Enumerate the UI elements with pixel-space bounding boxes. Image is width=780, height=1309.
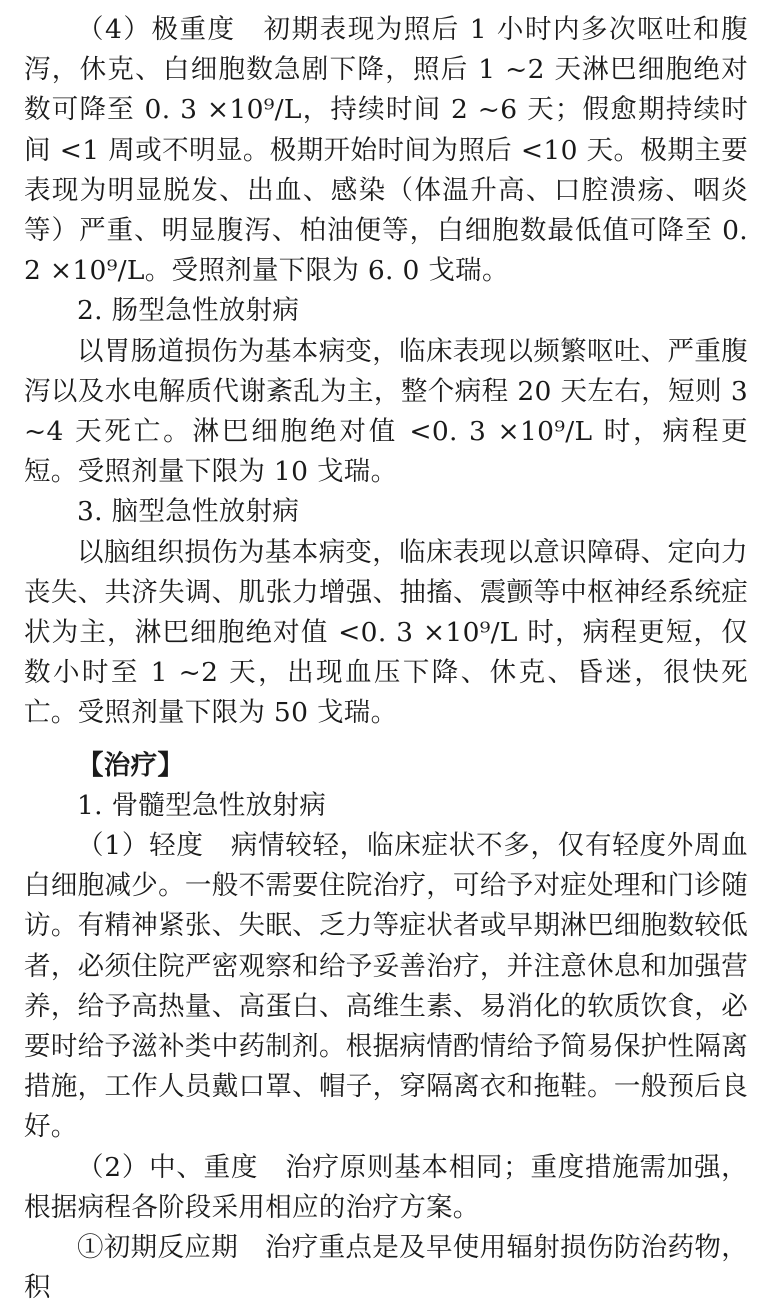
heading-treatment: 【治疗】 bbox=[77, 749, 185, 781]
paragraph-extreme-severe: （4）极重度 初期表现为照后 1 小时内多次呕吐和腹泻，休克、白细胞数急剧下降，照后 1 ~2 天淋巴细胞绝对数可降至 0. 3 ×10⁹/L，持续时间 2 ~6 天；假愈期持续时间 <1 周或不明显。极期开始时间为照后 <10 天。极期主要表现为明显脱发、出血、感染（体温升高、口腔溃疡、咽炎等）严重、明显腹泻、柏油便等，白细胞数最低值可降至 0. 2 ×10⁹/L。受照剂量下限为 6. 0 戈瑞。 bbox=[24, 14, 757, 287]
paragraph-mild: （1）轻度 病情较轻，临床症状不多，仅有轻度外周血白细胞减少。一般不需要住院治疗，可给予对症处理和门诊随访。有精神紧张、失眠、乏力等症状者或早期淋巴细胞数较低者，必须住院严密观察和给予妥善治疗，并注意休息和加强营养，给予高热量、高蛋白、高维生素、易消化的软质饮食，必要时给予滋补类中药制剂。根据病情酌情给予简易保护性隔离措施，工作人员戴口罩、帽子，穿隔离衣和拖鞋。一般预后良好。 bbox=[24, 830, 748, 1143]
paragraph-intestinal-radiation: 以胃肠道损伤为基本病变，临床表现以频繁呕吐、严重腹泻以及水电解质代谢紊乱为主，整个病程 20 天左右，短则 3 ~4 天死亡。淋巴细胞绝对值 <0. 3 ×10⁹/L 时，病程更短。受照剂量下限为 10 戈瑞。 bbox=[24, 335, 757, 488]
paragraph-initial-reaction: ①初期反应期 治疗重点是及早使用辐射损伤防治药物，积 bbox=[24, 1232, 748, 1304]
paragraph-cerebral-radiation: 以脑组织损伤为基本病变，临床表现以意识障碍、定向力丧失、共济失调、肌张力增强、抽搐、震颤等中枢神经系统症状为主，淋巴细胞绝对值 <0. 3 ×10⁹/L 时，病程更短，仅数小时至 1 ~2 天，出现血压下降、休克、昏迷，很快死亡。受照剂量下限为 50 戈瑞。 bbox=[24, 536, 748, 729]
paragraph-moderate-severe: （2）中、重度 治疗原则基本相同；重度措施需加强，根据病程各阶段采用相应的治疗方案。 bbox=[24, 1151, 748, 1223]
heading-marrow-radiation: 1. 骨髓型急性放射病 bbox=[77, 789, 327, 821]
heading-intestinal-radiation: 2. 肠型急性放射病 bbox=[77, 295, 300, 327]
heading-cerebral-radiation: 3. 脑型急性放射病 bbox=[77, 496, 300, 528]
